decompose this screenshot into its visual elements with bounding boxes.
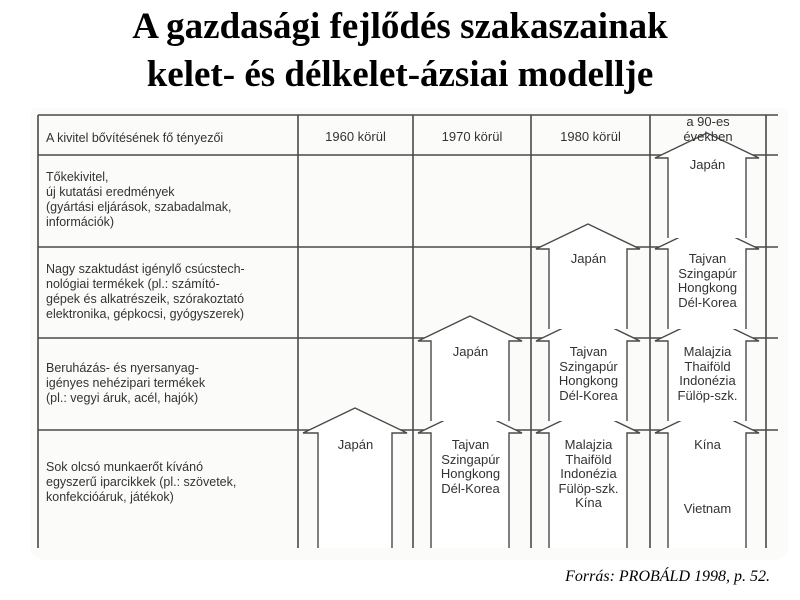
row-label-line: elektronika, gépkocsi, gyógyszerek) [46,307,245,321]
country-label: Dél-Korea [678,294,737,310]
country-label: Hongkong [558,373,619,388]
column-header-1980: 1980 körül [560,129,621,144]
country-label: Thaiföld [684,358,731,374]
column-header-1970: 1970 körül [441,129,503,144]
row-label-light-industry [46,460,236,505]
arrow-label-1960-stage4 [298,438,413,453]
country-label: Szingapúr [441,451,500,467]
row-label-line: (pl.: vegyi áruk, acél, hajók) [46,391,199,405]
row-label-capital-export [46,170,232,230]
row-label-line: új kutatási eredmények [46,185,175,199]
corner-header: A kivitel bővítésének fő tényezői [46,131,224,145]
row-label-line: igényes nehézipari termékek [46,376,206,390]
country-label: Szingapúr [559,358,618,374]
country-label: Fülöp-szk. [558,480,619,496]
country-label: Japán [570,251,607,266]
row-label-heavy-industry [46,361,205,406]
country-label: Japán [689,157,726,172]
arrow-label-1980-stage2 [531,252,646,267]
country-label: Vietnam [683,501,732,516]
arrow-label-1990-stage2 [650,252,765,310]
arrow-1990-china-vietnam [655,408,759,548]
country-label: Tajvan [569,344,608,359]
column-header-1960: 1960 körül [325,129,386,144]
country-label: Kína [575,495,602,510]
row-label-high-tech [46,262,245,322]
country-label: Indonézia [560,466,617,481]
column-header-1990s-line-1: a 90-es [686,114,730,129]
arrow-label-1970-stage3 [413,345,528,360]
arrow-label-1990-stage4-china [650,438,765,453]
country-label: Dél-Korea [441,480,500,496]
column-header-1990s [650,114,766,144]
column-header-1990s-line-2: években [683,129,733,144]
country-label: Dél-Korea [559,387,618,403]
arrow-1980-japan [536,224,640,329]
arrow-label-1970-stage4 [413,438,528,496]
arrow-label-1990-stage3 [650,345,765,403]
country-label: Japán [452,344,489,359]
slide-title-line-1: A gazdasági fejlődés szakaszainak [132,6,668,47]
slide-title-line-2: kelet- és délkelet-ázsiai modellje [146,54,654,95]
row-label-line: nológiai termékek (pl.: számító- [46,277,220,291]
arrow-label-1990-stage4-vietnam [650,502,765,517]
country-label: Malajzia [564,437,613,452]
country-label: Fülöp-szk. [677,387,738,403]
country-label: Kína [694,437,721,452]
country-label: Thaiföld [565,451,612,467]
country-label: Hongkong [677,280,738,295]
row-label-line: konfekcióáruk, játékok) [46,490,174,504]
row-label-line: Tőkekivitel, [46,170,109,184]
row-label-line: Nagy szaktudást igénylő csúcstech- [46,262,245,276]
country-label: Szingapúr [678,265,737,281]
row-label-line: információk) [46,215,115,229]
row-label-line: Sok olcsó munkaerőt kívánó [46,460,204,474]
arrow-1960-japan [303,408,407,548]
country-label: Indonézia [679,373,736,388]
arrow-label-1980-stage4 [531,438,646,511]
row-label-line: Beruházás- és nyersanyag- [46,361,199,375]
arrow-label-1980-stage3 [531,345,646,403]
country-label: Malajzia [683,344,732,359]
row-label-line: (gyártási eljárások, szabadalmak, [46,200,232,214]
row-label-line: gépek és alkatrészeik, szórakoztató [46,292,245,306]
country-label: Tajvan [688,251,727,266]
country-label: Hongkong [440,466,501,481]
arrow-1990-japan [655,133,759,238]
arrow-label-1990-stage1 [650,158,765,173]
country-label: Tajvan [451,437,490,452]
row-label-line: egyszerű iparcikkek (pl.: szövetek, [46,475,237,489]
arrow-1970-japan [418,316,522,421]
country-label: Japán [337,437,374,452]
source-citation: Forrás: PROBÁLD 1998, p. 52. [565,568,770,585]
